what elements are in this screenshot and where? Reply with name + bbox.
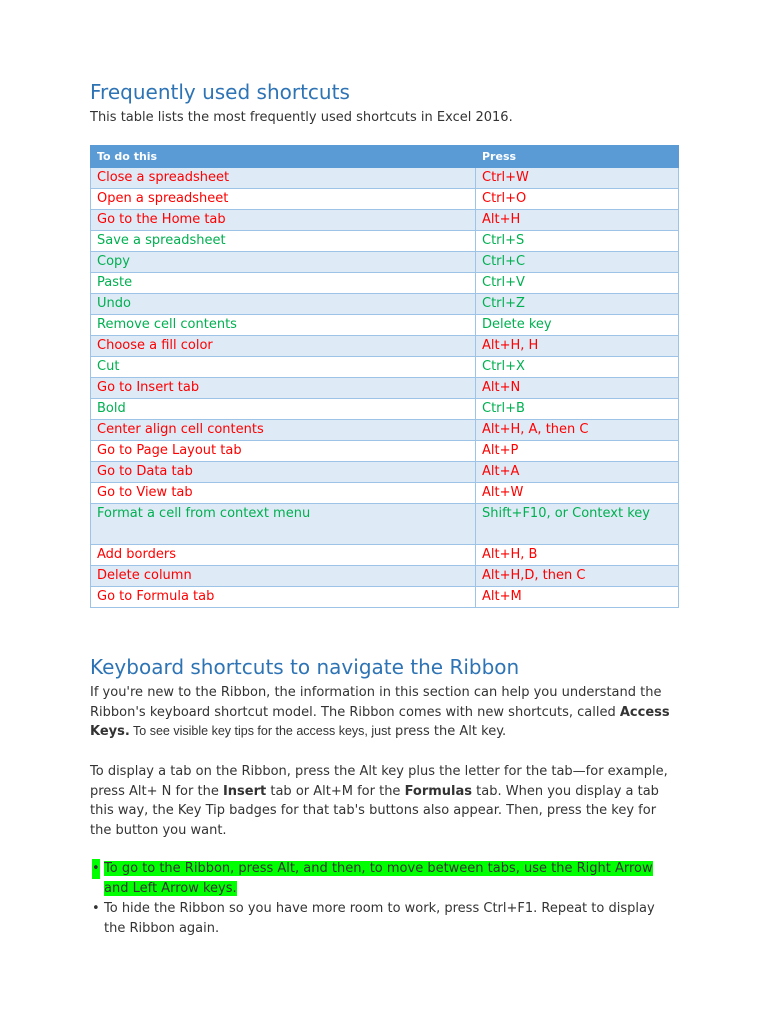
table-cell-action: Go to the Home tab: [91, 210, 476, 231]
table-cell-keys: Ctrl+O: [476, 189, 679, 210]
column-header-action: To do this: [91, 146, 476, 168]
table-cell-action: Go to Page Layout tab: [91, 441, 476, 462]
table-cell-keys: Alt+N: [476, 378, 679, 399]
list-item-text: To go to the Ribbon, press Alt, and then, to move between tabs, use the Right Arrow and Left Arrow keys.: [104, 861, 653, 896]
table-cell-action: Go to Data tab: [91, 462, 476, 483]
table-row: [91, 189, 679, 210]
bullet-marker: •: [92, 901, 100, 916]
table-row: [91, 273, 679, 294]
table-cell-keys: Alt+H, B: [476, 545, 679, 566]
table-row: [91, 504, 679, 545]
access-keys-term: Access Keys.: [90, 704, 670, 739]
table-cell-action: Cut: [91, 357, 476, 378]
table-cell-keys: Ctrl+S: [476, 231, 679, 252]
table-cell-keys: Ctrl+B: [476, 399, 679, 420]
list-item: [90, 899, 680, 939]
table-cell-keys: Alt+H, A, then C: [476, 420, 679, 441]
table-cell-action: Save a spreadsheet: [91, 231, 476, 252]
table-row: [91, 378, 679, 399]
table-row: [91, 252, 679, 273]
table-body: [91, 168, 679, 608]
display-tab-paragraph: [90, 762, 680, 840]
table-row: [91, 399, 679, 420]
table-cell-action: Go to Formula tab: [91, 587, 476, 608]
table-cell-keys: Ctrl+W: [476, 168, 679, 189]
table-row: [91, 441, 679, 462]
table-cell-keys: Shift+F10, or Context key: [476, 504, 679, 545]
table-cell-keys: Alt+H: [476, 210, 679, 231]
table-cell-action: Format a cell from context menu: [91, 504, 476, 545]
table-cell-keys: Delete key: [476, 315, 679, 336]
table-cell-keys: Alt+P: [476, 441, 679, 462]
table-cell-keys: Ctrl+Z: [476, 294, 679, 315]
shortcuts-table: [90, 145, 679, 608]
table-cell-action: Paste: [91, 273, 476, 294]
display-tab-text-d: tab. When you display a tab this way, the Key Tip badges for that tab's buttons also appear. Then, press the key for the button you want.: [90, 783, 659, 838]
section-heading-frequently-used: Frequently used shortcuts: [90, 80, 350, 104]
table-cell-keys: Ctrl+C: [476, 252, 679, 273]
ribbon-intro-paragraph: [90, 683, 680, 742]
ribbon-intro-text: If you're new to the Ribbon, the information in this section can help you understand the Ribbon's keyboard shortcut model. The Ribbon comes with new shortcuts, called: [90, 685, 662, 720]
press-alt-text: press the Alt key.: [390, 724, 507, 739]
ribbon-tips-list: [90, 859, 680, 939]
table-cell-action: Open a spreadsheet: [91, 189, 476, 210]
table-row: [91, 168, 679, 189]
section-heading-ribbon: Keyboard shortcuts to navigate the Ribbon: [90, 655, 520, 679]
table-row: [91, 315, 679, 336]
insert-term: Insert: [222, 783, 267, 799]
table-cell-keys: Alt+H,D, then C: [476, 566, 679, 587]
table-row: [91, 420, 679, 441]
table-cell-action: Bold: [91, 399, 476, 420]
table-cell-keys: Ctrl+V: [476, 273, 679, 294]
table-cell-keys: Alt+M: [476, 587, 679, 608]
table-row: [91, 587, 679, 608]
key-tips-text: To see visible key tips for the access keys, just: [129, 724, 391, 738]
table-cell-action: Add borders: [91, 545, 476, 566]
list-item-text: To hide the Ribbon so you have more room to work, press Ctrl+F1. Repeat to display the Ribbon again.: [104, 901, 655, 936]
table-cell-action: Go to Insert tab: [91, 378, 476, 399]
display-tab-text-c: tab or Alt+M for the: [266, 783, 405, 799]
table-row: [91, 210, 679, 231]
table-cell-keys: Ctrl+X: [476, 357, 679, 378]
column-header-press: Press: [476, 146, 679, 168]
table-cell-action: Center align cell contents: [91, 420, 476, 441]
table-cell-action: Delete column: [91, 566, 476, 587]
table-header-row: [91, 146, 679, 168]
table-cell-action: Copy: [91, 252, 476, 273]
table-cell-action: Close a spreadsheet: [91, 168, 476, 189]
table-cell-keys: Alt+H, H: [476, 336, 679, 357]
table-cell-action: Choose a fill color: [91, 336, 476, 357]
formulas-term: Formulas: [404, 783, 473, 799]
table-cell-action: Go to View tab: [91, 483, 476, 504]
table-row: [91, 357, 679, 378]
table-cell-action: Remove cell contents: [91, 315, 476, 336]
bullet-marker: •: [92, 859, 100, 879]
table-cell-action: Undo: [91, 294, 476, 315]
table-row: [91, 462, 679, 483]
table-row: [91, 231, 679, 252]
intro-text: This table lists the most frequently used shortcuts in Excel 2016.: [90, 110, 513, 125]
table-row: [91, 336, 679, 357]
table-row: [91, 545, 679, 566]
display-tab-text-a: To display a tab on the Ribbon, press the Alt key plus the letter for the tab—for example, press Alt+ N for the: [90, 764, 668, 799]
table-cell-keys: Alt+W: [476, 483, 679, 504]
table-row: [91, 483, 679, 504]
table-cell-keys: Alt+A: [476, 462, 679, 483]
list-item: [90, 859, 680, 899]
table-row: [91, 294, 679, 315]
table-row: [91, 566, 679, 587]
